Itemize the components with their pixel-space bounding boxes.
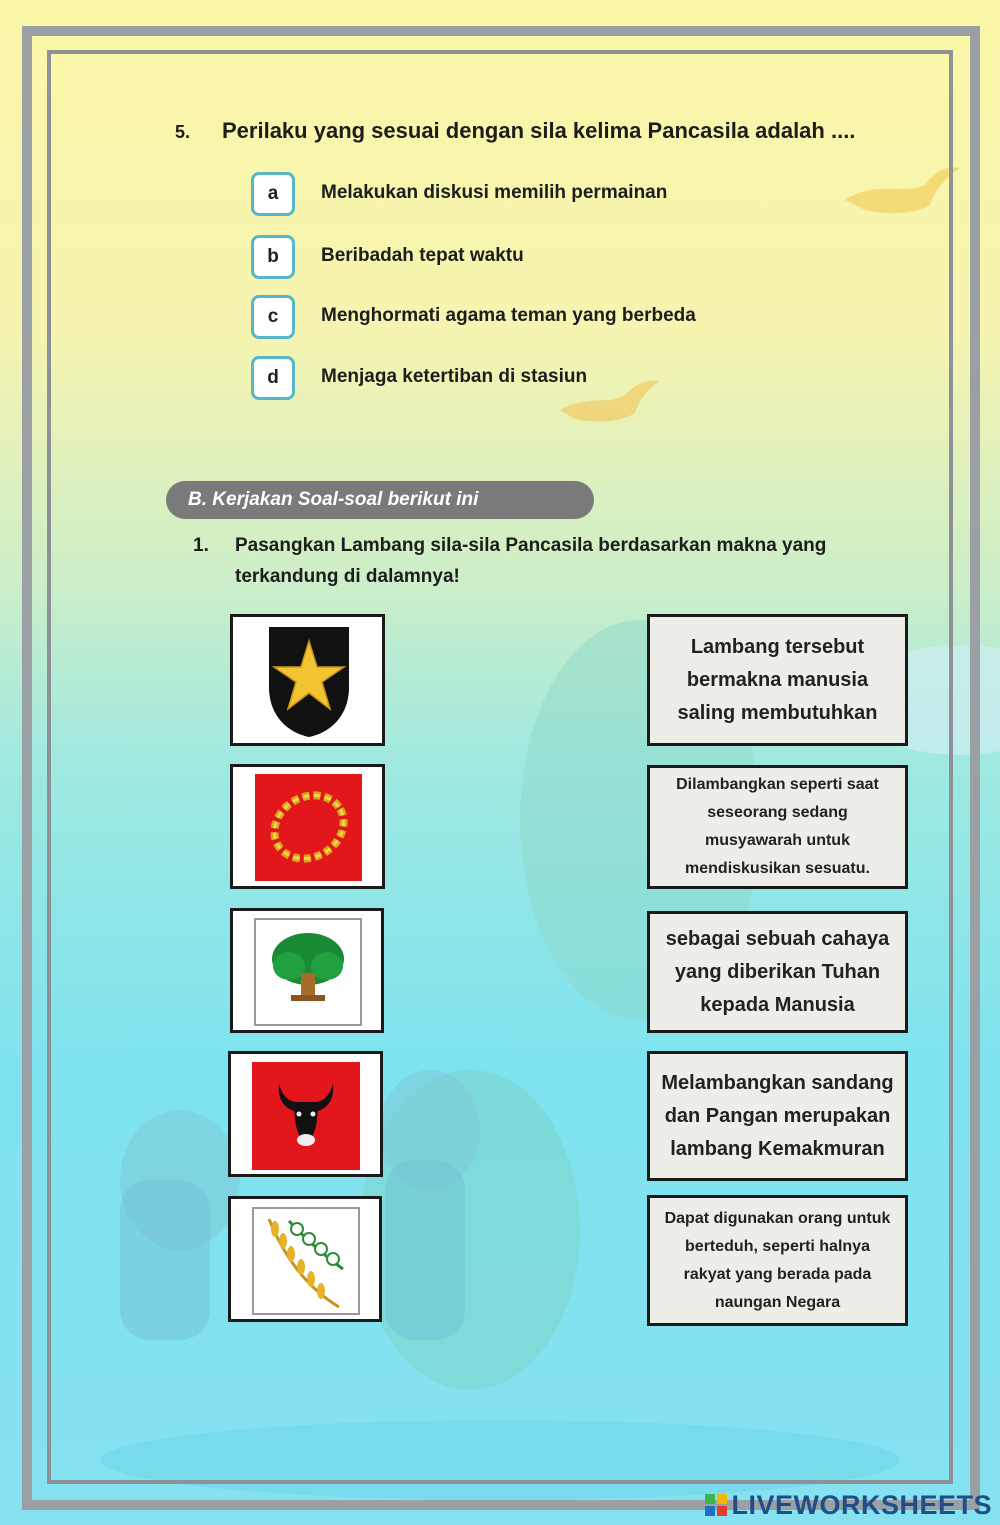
meaning-text-4: Melambangkan sandang dan Pangan merupakan lambang Kemakmuran xyxy=(661,1071,894,1160)
chain-icon xyxy=(233,767,382,886)
symbol-box-bull[interactable] xyxy=(228,1051,383,1177)
meaning-box-5[interactable] xyxy=(647,1195,908,1326)
meaning-text-2: Dilambangkan seperti saat seseorang sedang musyawarah untuk mendiskusikan sesuatu. xyxy=(676,776,879,877)
question-5-text: Perilaku yang sesuai dengan sila kelima Pancasila adalah .... xyxy=(222,118,856,143)
symbol-box-tree[interactable] xyxy=(230,908,384,1033)
banyan-tree-icon xyxy=(233,911,381,1030)
symbol-box-chain[interactable] xyxy=(230,764,385,889)
option-d-letter[interactable]: d xyxy=(251,356,295,400)
rice-cotton-icon xyxy=(231,1199,379,1319)
meaning-text-3: sebagai sebuah cahaya yang diberikan Tuhan kepada Manusia xyxy=(665,927,890,1016)
option-a-letter[interactable]: a xyxy=(251,172,295,216)
meaning-text-1: Lambang tersebut bermakna manusia saling membutuhkan xyxy=(677,635,878,724)
section-b-header: B. Kerjakan Soal-soal berikut ini xyxy=(166,481,594,519)
bull-head-icon xyxy=(231,1054,380,1174)
symbol-box-rice-cotton[interactable] xyxy=(228,1196,382,1322)
option-d-text: Menjaga ketertiban di stasiun xyxy=(321,366,588,387)
meaning-box-4[interactable] xyxy=(647,1051,908,1181)
option-c-text: Menghormati agama teman yang berbeda xyxy=(321,305,696,326)
liveworksheets-logo-text: LIVEWORKSHEETS xyxy=(731,1490,992,1520)
option-b-text: Beribadah tepat waktu xyxy=(321,245,524,266)
meaning-box-3[interactable] xyxy=(647,911,908,1033)
option-b-letter[interactable]: b xyxy=(251,235,295,279)
question-5-number: 5. xyxy=(175,122,191,142)
liveworksheets-logo[interactable] xyxy=(705,1490,992,1521)
question-1-number: 1. xyxy=(193,535,209,556)
question-1-text: Pasangkan Lambang sila-sila Pancasila berdasarkan makna yang terkandung di dalamnya! xyxy=(235,535,827,587)
option-a-text: Melakukan diskusi memilih permainan xyxy=(321,182,668,203)
meaning-box-1[interactable] xyxy=(647,614,908,746)
liveworksheets-logo-icon xyxy=(705,1494,727,1516)
symbol-box-star[interactable] xyxy=(230,614,385,746)
meaning-box-2[interactable] xyxy=(647,765,908,889)
meaning-text-5: Dapat digunakan orang untuk berteduh, seperti halnya rakyat yang berada pada naungan Negara xyxy=(664,1209,891,1311)
question-5 xyxy=(175,118,855,144)
option-c-letter[interactable]: c xyxy=(251,295,295,339)
star-shield-icon xyxy=(233,617,382,743)
